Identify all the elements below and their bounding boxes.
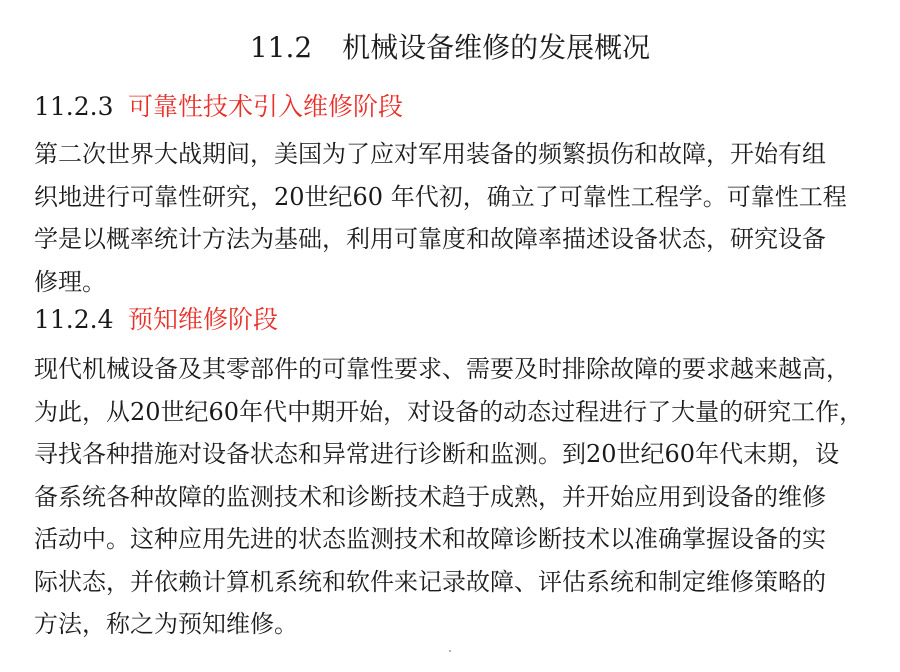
section-number: 11.2.3 (34, 92, 114, 121)
paragraph-line: 现代机械设备及其零部件的可靠性要求、需要及时排除故障的要求越来越高， (34, 355, 850, 383)
section-number: 11.2.4 (34, 305, 114, 334)
title-number: 11.2 (249, 31, 313, 64)
paragraph-line: 第二次世界大战期间，美国为了应对军用装备的频繁损伤和故障，开始有组 (34, 140, 826, 168)
section-heading-11-2-3 (34, 90, 403, 124)
paragraph-line: 备系统各种故障的监测技术和诊断技术趋于成熟，并开始应用到设备的维修 (34, 482, 826, 511)
section-title: 可靠性技术引入维修阶段 (128, 92, 404, 121)
section-paragraph-11-2-3 (34, 133, 874, 303)
paragraph-line: 修理。 (34, 267, 106, 296)
paragraph-line: 学是以概率统计方法为基础，利用可靠度和故障率描述设备状态，研究设备 (34, 225, 826, 253)
page-dot (449, 650, 451, 652)
paragraph-line: 织地进行可靠性研究，20世纪60 年代初，确立了可靠性工程学。可靠性工程 (34, 182, 847, 211)
paragraph-line: 方法，称之为预知维修。 (34, 610, 298, 638)
paragraph-line: 活动中。这种应用先进的状态监测技术和故障诊断技术以准确掌握设备的实 (34, 525, 826, 553)
title-text: 机械设备维修的发展概况 (342, 31, 651, 64)
paragraph-line: 际状态，并依赖计算机系统和软件来记录故障、评估系统和制定维修策略的 (34, 567, 826, 596)
paragraph-line: 寻找各种措施对设备状态和异常进行诊断和监测。到20世纪60年代末期，设 (34, 440, 840, 468)
paragraph-line: 为此，从20世纪60年代中期开始，对设备的动态过程进行了大量的研究工作， (34, 397, 864, 426)
section-heading-11-2-4 (34, 303, 278, 337)
page-title (0, 30, 900, 66)
section-title: 预知维修阶段 (128, 305, 279, 334)
section-paragraph-11-2-4 (34, 348, 874, 646)
